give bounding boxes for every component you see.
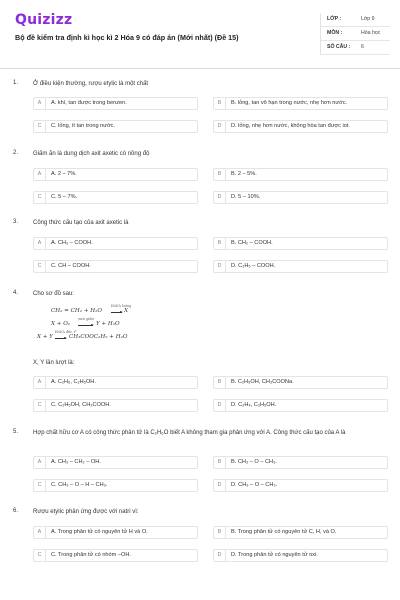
question-text: Giấm ăn là dung dịch axit axetic có nồng độ [33, 151, 150, 157]
option-text: D. C₂H₅ – COOH. [231, 263, 276, 269]
option-a[interactable] [33, 237, 198, 250]
option-letter: A [34, 377, 46, 388]
option-text: B. Trong phân tử có nguyên tử C, H, và O. [231, 529, 337, 535]
option-c[interactable] [33, 120, 198, 133]
reaction-2-result: Y + H₂O [96, 321, 120, 327]
option-letter: B [214, 527, 226, 538]
question-text: Hợp chất hữu cơ A có công thức phân tử là C₂H₆O biết A không tham gia phản ứng với A. Công thức cấu tạo của A là [33, 430, 346, 436]
option-letter: A [34, 457, 46, 468]
meta-row-class [321, 13, 390, 27]
option-text: C. Trong phân tử có nhóm –OH. [51, 552, 131, 558]
option-text: B. CH₃ – O – CH₃. [231, 459, 277, 465]
meta-value: 6 [361, 44, 364, 50]
option-letter: B [214, 98, 226, 109]
option-letter: D [214, 192, 226, 203]
header-divider [0, 68, 400, 69]
option-text: D. 5 – 10%. [231, 194, 261, 200]
option-letter: C [34, 121, 46, 132]
option-text: B. 2 – 5%. [231, 171, 257, 177]
option-text: D. C₂H₄, C₂H₅OH. [231, 402, 277, 408]
reaction-3-condition: H₂SO₄ đặc, t° [55, 330, 77, 334]
question-number: 1. [13, 80, 19, 86]
option-c[interactable] [33, 549, 198, 562]
option-text: A. Trong phân tử có nguyên tử H và O. [51, 529, 148, 535]
option-letter: B [214, 457, 226, 468]
option-letter: C [34, 400, 46, 411]
meta-value: Lớp 9 [361, 16, 375, 22]
option-d[interactable] [213, 191, 388, 204]
meta-key: SỐ CÂU : [327, 44, 351, 50]
question-number: 2. [13, 150, 19, 156]
meta-row-subject [321, 27, 390, 41]
question-number: 6. [13, 508, 19, 514]
meta-key: LỚP : [327, 16, 342, 22]
meta-key: MÔN : [327, 30, 343, 36]
document-title: Bộ đề kiểm tra định kì học kì 2 Hóa 9 có đáp án (Mới nhất) (Đề 15) [15, 33, 239, 42]
option-text: A. CH₃ – CH₂ – OH. [51, 459, 101, 465]
page-header [0, 0, 400, 68]
option-letter: D [214, 121, 226, 132]
option-a[interactable] [33, 526, 198, 539]
option-letter: A [34, 169, 46, 180]
option-text: D. CH₃ – O – CH₃. [231, 482, 278, 488]
question-number: 4. [13, 290, 19, 296]
reaction-2-condition: men giấm [78, 317, 95, 321]
option-a[interactable] [33, 97, 198, 110]
meta-row-count [321, 41, 390, 55]
question-text: Công thức cấu tạo của axit axetic là [33, 220, 129, 226]
option-letter: D [214, 261, 226, 272]
reaction-1-condition: H₂SO₄ loãng [111, 304, 132, 308]
reaction-arrow [111, 312, 122, 313]
option-text: C. CH – COOH. [51, 263, 91, 269]
option-c[interactable] [33, 399, 198, 412]
option-b[interactable] [213, 526, 388, 539]
question-number: 5. [13, 429, 19, 435]
option-text: C. lỏng, ít tan trong nước. [51, 123, 116, 129]
option-a[interactable] [33, 168, 198, 181]
option-text: A. CH₃ – COOH. [51, 240, 93, 246]
option-a[interactable] [33, 376, 198, 389]
option-text: D. lỏng, nhẹ hơn nước, không hòa tan được iot. [231, 123, 350, 129]
option-letter: B [214, 169, 226, 180]
option-letter: C [34, 550, 46, 561]
quizizz-logo[interactable]: Quizizz [15, 12, 73, 28]
option-letter: B [214, 377, 226, 388]
option-text: D. Trong phân tử có nguyên tử oxi. [231, 552, 318, 558]
option-letter: C [34, 192, 46, 203]
option-letter: A [34, 238, 46, 249]
option-d[interactable] [213, 549, 388, 562]
option-d[interactable] [213, 479, 388, 492]
meta-value: Hóa học [361, 30, 381, 36]
reaction-scheme [37, 304, 191, 346]
option-text: C. CH₃ – O – H – CH₃. [51, 482, 108, 488]
option-text: C. C₂H₅OH, CH₃COOH. [51, 402, 111, 408]
option-d[interactable] [213, 120, 388, 133]
option-text: B. lỏng, tan vô hạn trong nước, nhẹ hơn nước. [231, 100, 348, 106]
reaction-arrow [55, 338, 66, 339]
option-letter: A [34, 98, 46, 109]
question-number: 3. [13, 219, 19, 225]
option-text: A. C₂H₆, C₂H₅OH. [51, 379, 96, 385]
option-b[interactable] [213, 456, 388, 469]
reaction-1: CH₂ = CH₂ + H₂O [51, 308, 102, 314]
option-c[interactable] [33, 479, 198, 492]
option-text: A. 2 – 7%. [51, 171, 77, 177]
option-b[interactable] [213, 97, 388, 110]
option-text: B. C₂H₅OH, CH₃COONa. [231, 379, 294, 385]
question-text: Ở điều kiện thường, rượu etylic là một chất [33, 81, 149, 87]
question-text: Cho sơ đồ sau: [33, 291, 74, 297]
option-c[interactable] [33, 191, 198, 204]
option-a[interactable] [33, 456, 198, 469]
reaction-arrow [78, 325, 93, 326]
reaction-1-result: X [124, 308, 128, 314]
reaction-3-result: CH₃COOC₂H₅ + H₂O [69, 334, 128, 340]
reaction-2: X + O₂ [51, 321, 71, 327]
option-letter: D [214, 400, 226, 411]
meta-table [320, 13, 390, 55]
question-subtext: X, Y lần lượt là: [33, 360, 75, 366]
option-d[interactable] [213, 260, 388, 273]
question-text: Rượu etylic phản ứng được với natri vì: [33, 509, 139, 515]
reaction-3: X + Y [37, 334, 53, 340]
option-c[interactable] [33, 260, 198, 273]
option-b[interactable] [213, 376, 388, 389]
option-letter: D [214, 550, 226, 561]
option-text: A. khí, tan được trong benzen. [51, 100, 127, 106]
option-letter: B [214, 238, 226, 249]
option-b[interactable] [213, 237, 388, 250]
option-text: C. 5 – 7%. [51, 194, 78, 200]
option-letter: C [34, 261, 46, 272]
option-b[interactable] [213, 168, 388, 181]
option-letter: C [34, 480, 46, 491]
option-text: B. CH₂ – COOH. [231, 240, 273, 246]
option-d[interactable] [213, 399, 388, 412]
option-letter: A [34, 527, 46, 538]
option-letter: D [214, 480, 226, 491]
